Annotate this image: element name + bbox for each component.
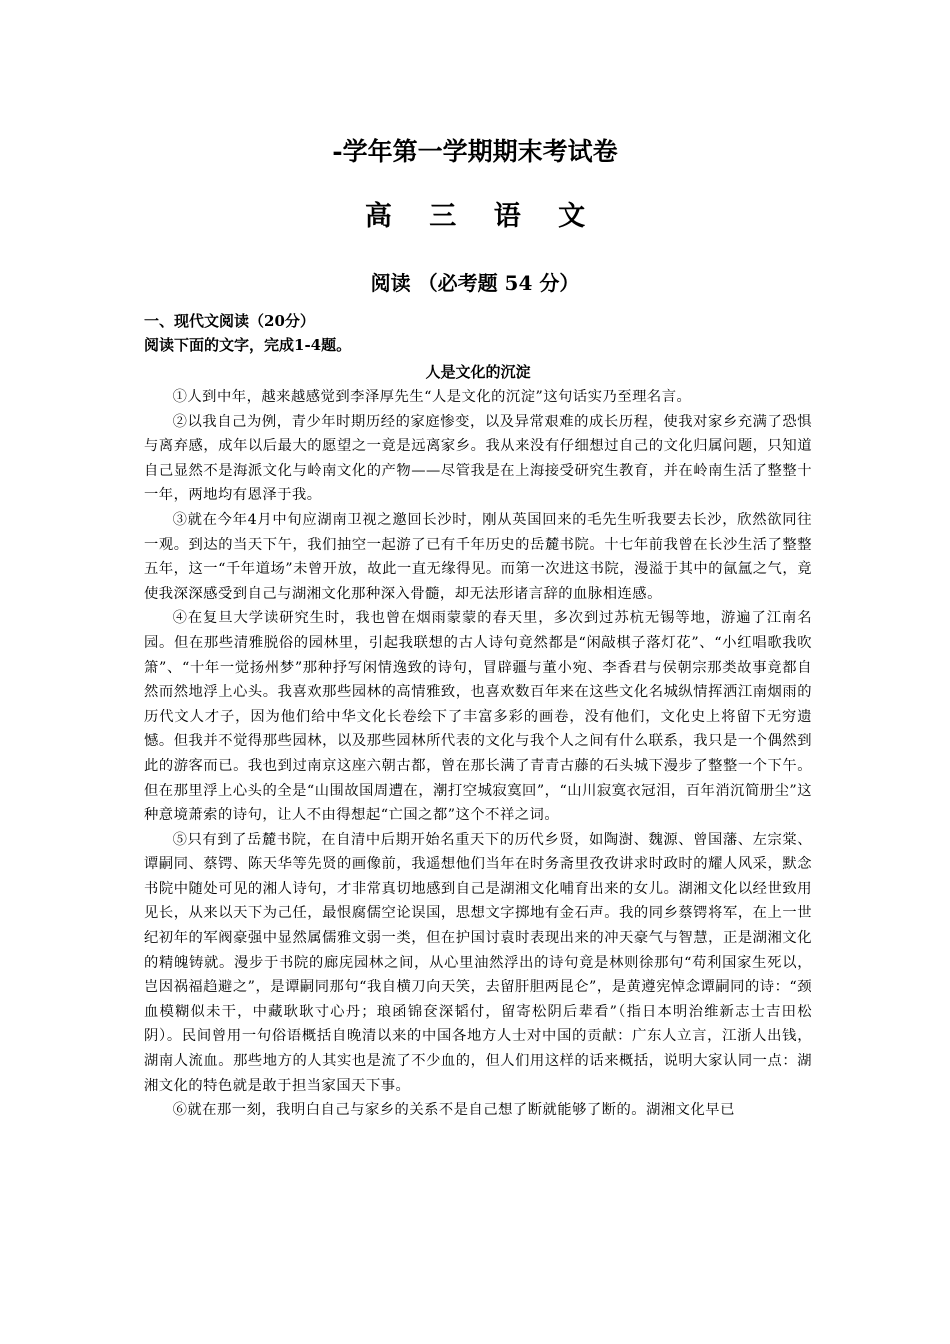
section-heading: 一、现代文阅读（20分） [144, 312, 315, 330]
article-paragraph-2: ②以我自己为例，青少年时期历经的家庭惨变，以及异常艰难的成长历程，使我对家乡充满了恐惧与离弃感，成年以后最大的愿望之一竟是远离家乡。我从来没有仔细想过自己的文化归属问题，只知道自己显然不是海派文化与岭南文化的产物——尽管我是在上海接受研究生教育，并在岭南生活了整整十一年，两地均有恩泽于我。 [144, 413, 812, 504]
article-paragraph-1: ①人到中年，越来越感觉到李泽厚先生“人是文化的沉淀”这句话实乃至理名言。 [172, 389, 692, 405]
exam-content [144, 309, 812, 1123]
article-title: 人是文化的沉淀 [425, 363, 531, 381]
article-paragraph-6: ⑥就在那一刻，我明白自己与家乡的关系不是自己想了断就能够了断的。湖湘文化早已 [172, 1102, 735, 1119]
section-instruction: 阅读下面的文字，完成1-4题。 [144, 336, 352, 354]
part-title: 阅读 （必考题 54 分） [370, 271, 580, 295]
article-paragraph-5: ⑤只有到了岳麓书院，在自清中后期开始名重天下的历代乡贤，如陶澍、魏源、曾国藩、左宗棠、谭嗣同、蔡锷、陈天华等先贤的画像前，我遥想他们当年在时务斋里孜孜讲求时政时的耀人风采，默念书院中随处可见的湘人诗句，才非常真切地感到自己是湖湘文化哺育出来的女儿。湖湘文化以经世致用见长，从来以天下为己任，最恨腐儒空论误国，思想文字掷地有金石声。我的同乡蔡锷将军，在上一世纪初年的军阀豪强中显然属儒雅文弱一类，但在护国讨袁时表现出来的冲天豪气与智慧，正是湖湘文化的精魄铸就。漫步于书院的廊庑园林之间，从心里油然浮出的诗句竟是林则徐那句“苟利国家生死以，岂因祸福趋避之”，是谭嗣同那句“我自横刀向天笑，去留肝胆两昆仑”，是黄遵宪悼念谭嗣同的诗：“颈血模糊似未干，中藏耿耿寸心丹；琅函锦奁深韬付，留寄松阴后辈看”（指日本明治维新志士吉田松阴）。民间曾用一句俗语概括自晚清以来的中国各地方人士对中国的贡献：广东人立言，江浙人出钱，湖南人流血。那些地方的人其实也是流了不少血的，但人们用这样的话来概括，说明大家认同一点：湖湘文化的特色就是敢于担当家国天下事。 [144, 831, 812, 1094]
exam-title: -学年第一学期期末考试卷 [332, 137, 618, 166]
subject-title: 高 三 语 文 [364, 201, 600, 232]
article-paragraph-4: ④在复旦大学读研究生时，我也曾在烟雨蒙蒙的春天里，多次到过苏杭无锡等地，游遍了江南名园。但在那些清雅脱俗的园林里，引起我联想的古人诗句竟然都是“闲敲棋子落灯花”、“小红唱歌我吹箫”、“十年一觉扬州梦”那种抒写闲情逸致的诗句，冒辟疆与董小宛、李香君与侯朝宗那类故事竟都自然而然地浮上心头。我喜欢那些园林的高情雅致，也喜欢数百年来在这些文化名城纵情挥洒江南烟雨的历代文人才子，因为他们给中华文化长卷绘下了丰富多彩的画卷，没有他们，文化史上将留下无穷遗憾。但我并不觉得那些园林，以及那些园林所代表的文化与我个人之间有什么联系，我只是一个偶然到此的游客而已。我也到过南京这座六朝古都，曾在那长满了青青古藤的石头城下漫步了整整一个下午。但在那里浮上心头的全是“山围故国周遭在，潮打空城寂寞回”，“山川寂寞衣冠泪，百年消沉简册尘”这种意境萧索的诗句，让人不由得想起“亡国之都”这个不祥之词。 [144, 610, 812, 824]
article-paragraph-3: ③就在今年4月中旬应湖南卫视之邀回长沙时，刚从英国回来的毛先生听我要去长沙，欣然欲同往一观。到达的当天下午，我们抽空一起游了已有千年历史的岳麓书院。十七年前我曾在长沙生活了整整五年，这一“千年道场”未曾开放，故此一直无缘得见。而第一次进这书院，漫溢于其中的氤氲之气，竟使我深深感受到自己与湖湘文化那种深入骨髓，却无法形诸言辞的血脉相连感。 [144, 511, 812, 602]
